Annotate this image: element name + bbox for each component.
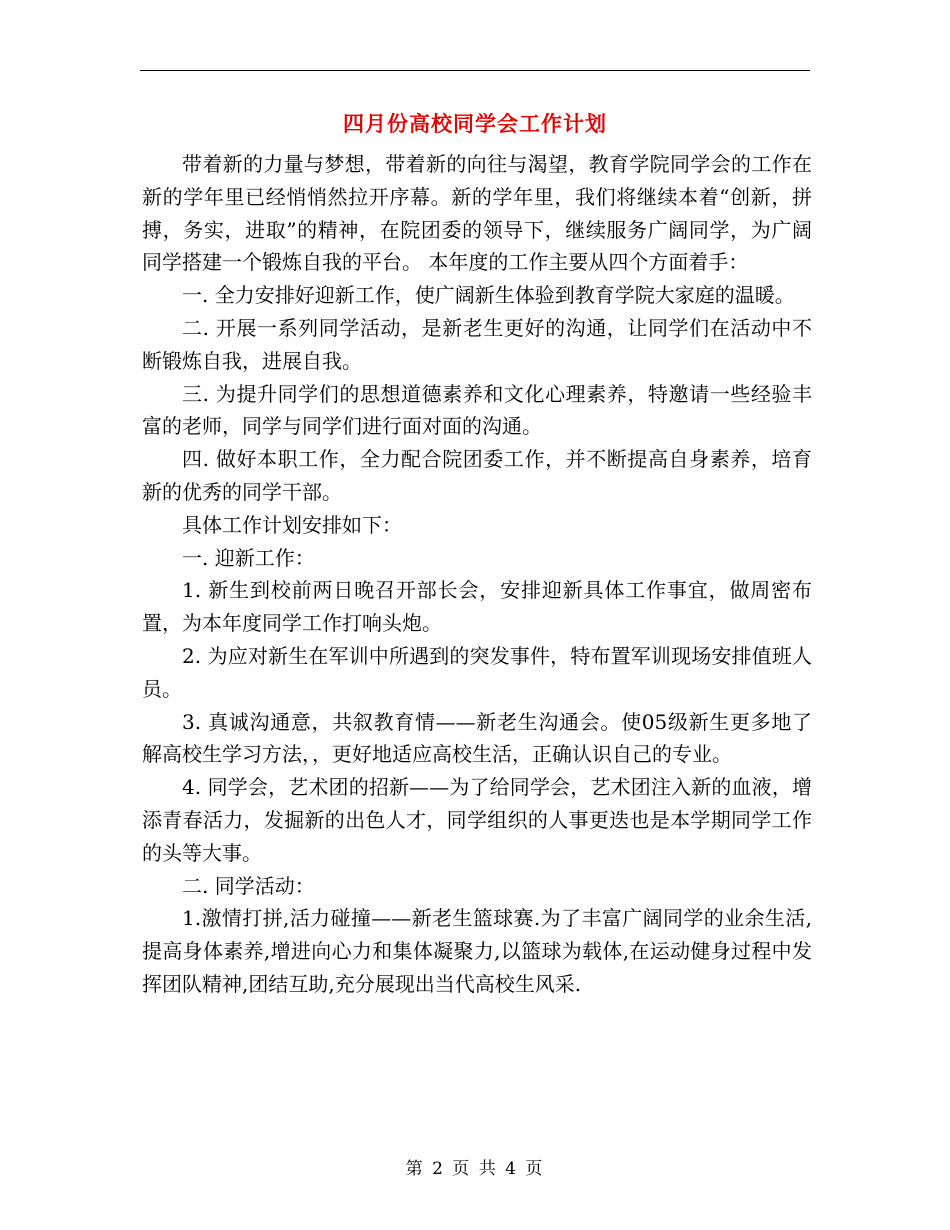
- paragraph-welcome-3: 3. 真诚沟通意，共叙教育情——新老生沟通会。使05级新生更多地了解高校生学习方法，，更好地适应高校生活，正确认识自己的专业。: [142, 709, 812, 767]
- section-heading-welcome: 一. 迎新工作：: [182, 545, 315, 570]
- document-body: [142, 148, 812, 1001]
- paragraph-welcome-4: 4. 同学会，艺术团的招新——为了给同学会，艺术团注入新的血液，增添青春活力，发掘新的出色人才，同学组织的人事更迭也是本学期同学工作的头等大事。: [142, 775, 812, 865]
- paragraph-aspect-3: 三. 为提升同学们的思想道德素养和文化心理素养，特邀请一些经验丰富的老师，同学与同学们进行面对面的沟通。: [142, 381, 812, 439]
- section-heading-activities: 二. 同学活动：: [182, 873, 315, 898]
- paragraph-aspect-1: 一. 全力安排好迎新工作，使广阔新生体验到教育学院大家庭的温暖。: [182, 283, 795, 308]
- header-rule: [140, 70, 810, 71]
- page-number: 第 2 页 共 4 页: [405, 1159, 545, 1179]
- paragraph-welcome-1: 1. 新生到校前两日晚召开部长会，安排迎新具体工作事宜，做周密布置，为本年度同学工作打响头炮。: [142, 578, 812, 636]
- paragraph-plan-intro: 具体工作计划安排如下：: [182, 512, 402, 537]
- paragraph-welcome-2: 2. 为应对新生在军训中所遇到的突发事件，特布置军训现场安排值班人员。: [142, 643, 812, 701]
- paragraph-aspect-4: 四. 做好本职工作，全力配合院团委工作，并不断提高自身素养，培育新的优秀的同学干部。: [142, 447, 812, 504]
- document-title: 四月份高校同学会工作计划: [343, 112, 607, 136]
- paragraph-intro: 带着新的力量与梦想，带着新的向往与渴望，教育学院同学会的工作在新的学年里已经悄悄然拉开序幕。新的学年里，我们将继续本着“创新，拼搏，务实，进取”的精神，在院团委的领导下，继续服务广阔同学，为广阔同学搭建一个锻炼自我的平台。 本年度的工作主要从四个方面着手：: [142, 152, 812, 275]
- paragraph-activities-1: 1.激情打拼,活力碰撞——新老生篮球赛.为了丰富广阔同学的业余生活,提高身体素养,增进向心力和集体凝聚力,以篮球为载体,在运动健身过程中发挥团队精神,团结互助,充分展现出当代高校生风采.: [142, 906, 812, 996]
- paragraph-aspect-2: 二. 开展一系列同学活动，是新老生更好的沟通，让同学们在活动中不断锻炼自我，进展自我。: [142, 315, 812, 373]
